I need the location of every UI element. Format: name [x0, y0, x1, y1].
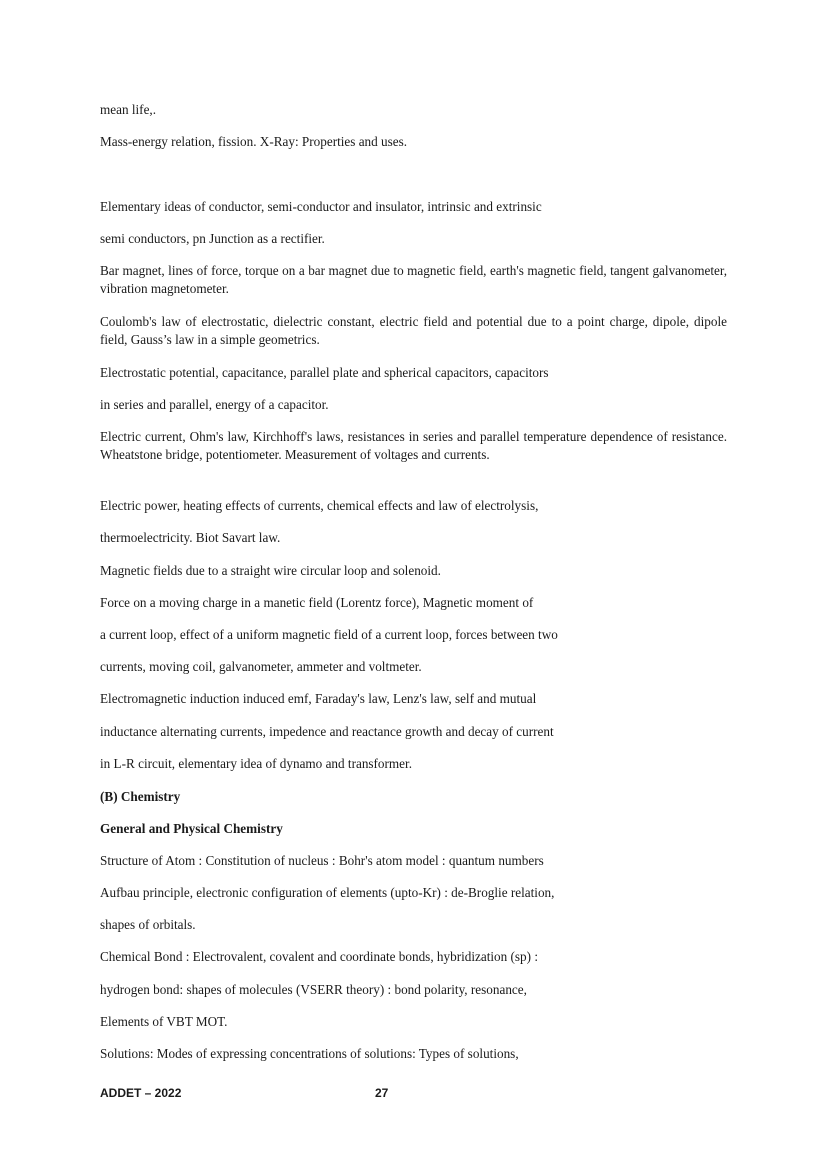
- paragraph: currents, moving coil, galvanometer, ammeter and voltmeter.: [100, 659, 422, 674]
- paragraph: Electrostatic potential, capacitance, parallel plate and spherical capacitors, capacitors: [100, 365, 549, 380]
- section-heading: (B) Chemistry: [100, 789, 181, 804]
- paragraph: Force on a moving charge in a manetic field (Lorentz force), Magnetic moment of: [100, 595, 534, 610]
- paragraph: Coulomb's law of electrostatic, dielectric constant, electric field and potential due to a point charge, dipole, dipole field, Gauss’s law in a simple geometrics.: [100, 314, 727, 347]
- paragraph: Electric current, Ohm's law, Kirchhoff's laws, resistances in series and parallel temperature dependence of resistance. Wheatstone bridge, potentiometer. Measurement of voltages and currents.: [100, 429, 727, 462]
- paragraph: Electromagnetic induction induced emf, Faraday's law, Lenz's law, self and mutual: [100, 691, 537, 706]
- paragraph: Elements of VBT MOT.: [100, 1014, 228, 1029]
- subsection-heading: General and Physical Chemistry: [100, 821, 283, 836]
- paragraph: Elementary ideas of conductor, semi-conductor and insulator, intrinsic and extrinsic: [100, 199, 542, 214]
- paragraph: a current loop, effect of a uniform magnetic field of a current loop, forces between two: [100, 627, 558, 642]
- paragraph: mean life,.: [100, 102, 157, 117]
- paragraph: Chemical Bond : Electrovalent, covalent and coordinate bonds, hybridization (sp) :: [100, 949, 538, 964]
- paragraph: Structure of Atom : Constitution of nucleus : Bohr's atom model : quantum numbers: [100, 853, 544, 868]
- page-number: 27: [375, 1086, 389, 1100]
- paragraph: inductance alternating currents, impedence and reactance growth and decay of current: [100, 724, 554, 739]
- paragraph: Electric power, heating effects of currents, chemical effects and law of electrolysis,: [100, 498, 539, 513]
- paragraph: Solutions: Modes of expressing concentrations of solutions: Types of solutions,: [100, 1046, 519, 1061]
- paragraph: in L-R circuit, elementary idea of dynamo and transformer.: [100, 756, 412, 771]
- footer-title: ADDET – 2022: [100, 1086, 182, 1100]
- paragraph: hydrogen bond: shapes of molecules (VSERR theory) : bond polarity, resonance,: [100, 982, 527, 997]
- paragraph: semi conductors, pn Junction as a rectifier.: [100, 231, 325, 246]
- paragraph: shapes of orbitals.: [100, 917, 196, 932]
- paragraph: Bar magnet, lines of force, torque on a bar magnet due to magnetic field, earth's magnetic field, tangent galvanometer, vibration magnetometer.: [100, 263, 727, 296]
- paragraph: Aufbau principle, electronic configuration of elements (upto-Kr) : de-Broglie relation,: [100, 885, 555, 900]
- paragraph: Mass-energy relation, fission. X-Ray: Properties and uses.: [100, 134, 408, 149]
- paragraph: thermoelectricity. Biot Savart law.: [100, 530, 281, 545]
- paragraph: in series and parallel, energy of a capacitor.: [100, 397, 329, 412]
- paragraph: Magnetic fields due to a straight wire circular loop and solenoid.: [100, 563, 441, 578]
